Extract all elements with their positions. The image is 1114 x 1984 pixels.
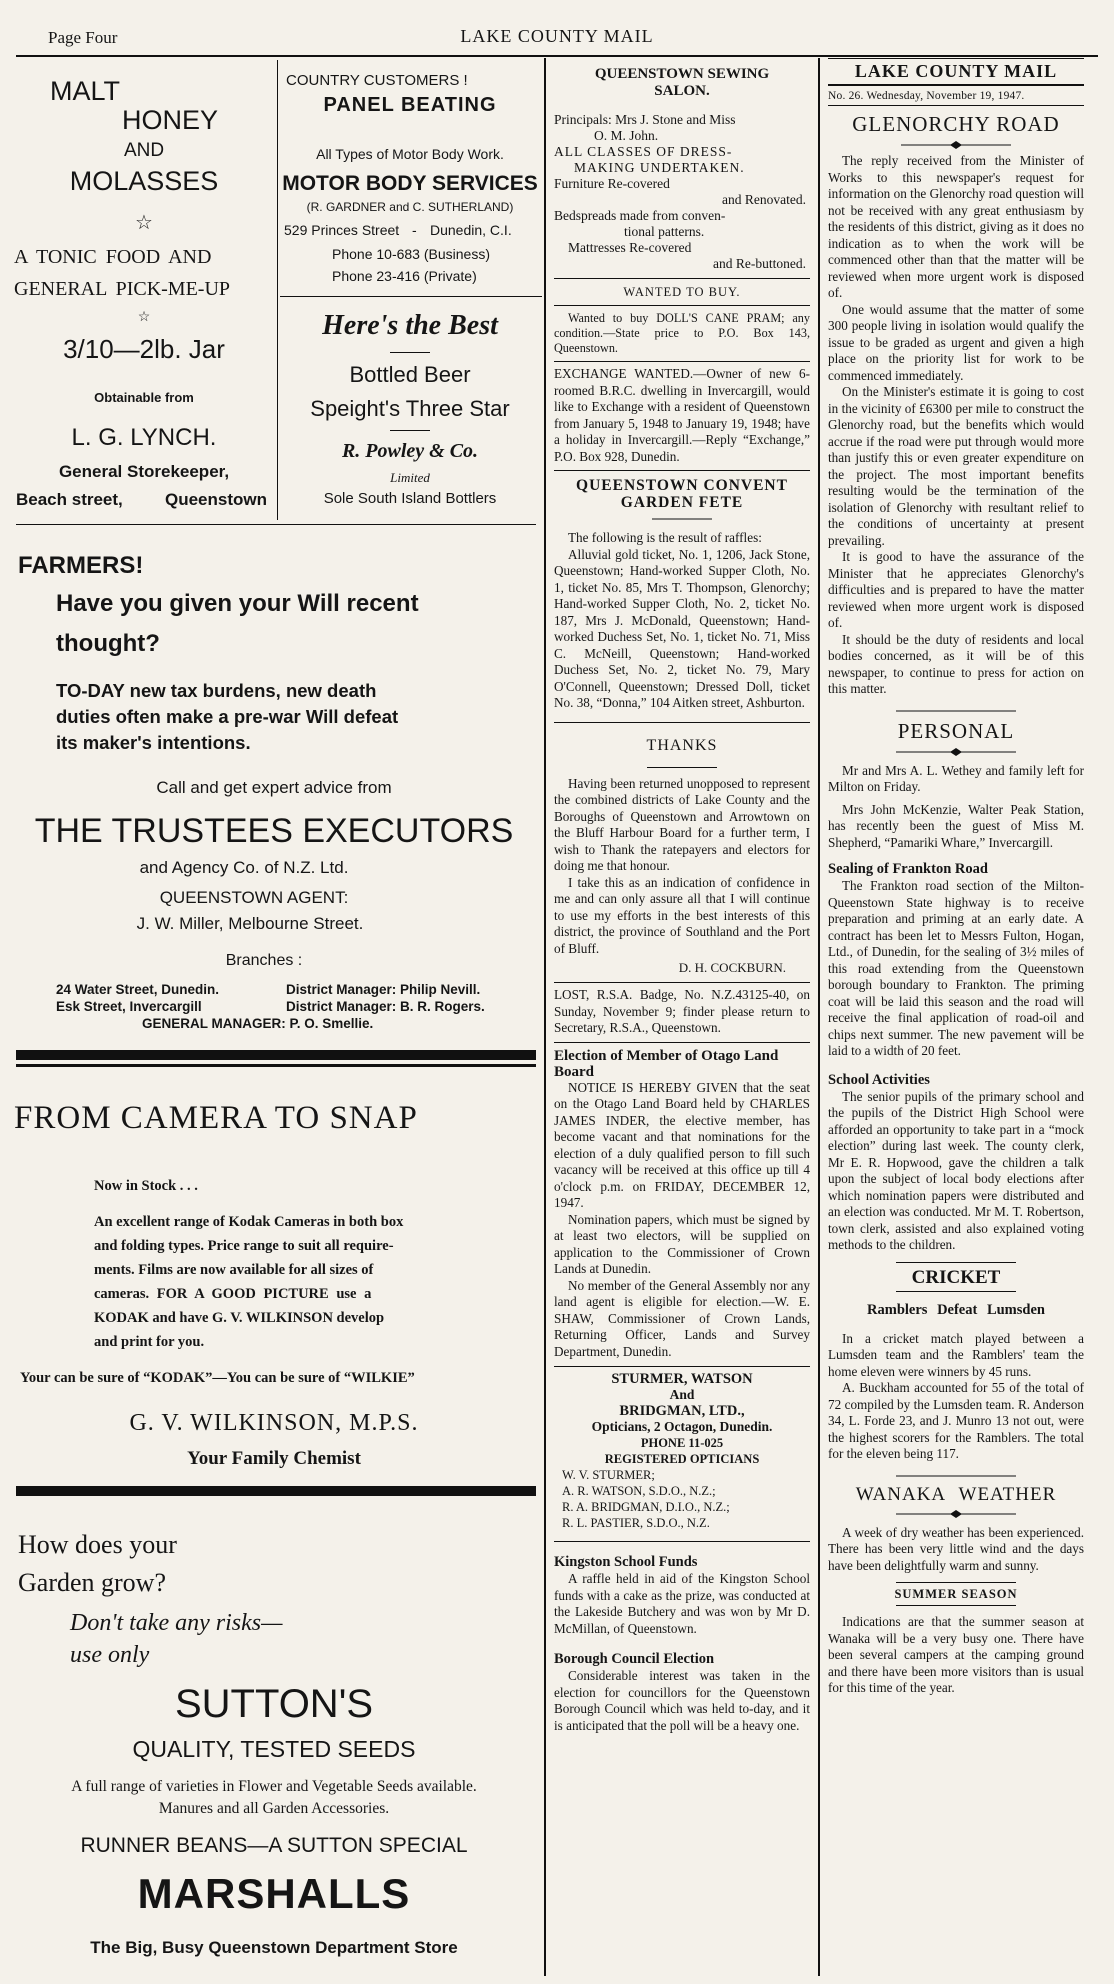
election-text-2: Nomination papers, which must be signed by at least two electors, will be supplied on application to the Commissioner of Crown Lands at Dunedin. <box>554 1211 810 1276</box>
panel-beating-title: PANEL BEATING <box>323 94 497 116</box>
suttons-name: SUTTON'S <box>174 1682 374 1726</box>
opticians-names <box>554 1467 810 1531</box>
ads-bottom-rule <box>16 524 536 525</box>
price-line: 3/10—2lb. Jar <box>63 334 225 364</box>
sewing-line: ALL CLASSES OF DRESS- <box>554 144 733 159</box>
tax-line-3: its maker's intentions. <box>56 732 251 753</box>
seller-addr-town: Queenstown <box>165 490 268 509</box>
kingston-text: A raffle held in aid of the Kingston School funds with a cake as the prize, was conducted at the Lakeside Butchery and was won by Mr D. McMillan, of Queenstown. <box>554 1571 810 1636</box>
family-chemist: Your Family Chemist <box>187 1448 361 1469</box>
page-number: Page Four <box>48 28 118 47</box>
opticians-line: Opticians, 2 Octagon, Dunedin. <box>591 1419 773 1434</box>
address-city: Dunedin, C.I. <box>430 222 512 238</box>
ornament-rule <box>896 706 1016 716</box>
obtain-line: Obtainable from <box>94 390 194 405</box>
phone-business: Phone 10-683 (Business) <box>332 246 490 262</box>
election-text-3: No member of the General Assembly nor any land agent is eligible for election.—W. E. SHAW, Commissioner of Crown Lands, Returning Officer, Lands and Survey Department, Dunedin. <box>554 1277 810 1359</box>
branch-invercargill: Esk Street, Invercargill <box>56 999 202 1014</box>
personal-p1: Mr and Mrs A. L. Wethey and family left for Milton on Friday. <box>828 762 1084 794</box>
optician-name: R. A. BRIDGMAN, D.I.O., N.Z.; <box>562 1500 730 1514</box>
thick-rule-1 <box>16 1050 536 1060</box>
trustees-name: THE TRUSTEES EXECUTORS <box>34 812 514 850</box>
opticians-ad <box>554 1371 810 1467</box>
manager-dunedin: District Manager: Philip Nevill. <box>286 982 481 997</box>
runner-beans-line: RUNNER BEANS—A SUTTON SPECIAL <box>80 1834 468 1857</box>
sutton-marshalls-ad <box>14 1530 538 1980</box>
branch-dunedin: 24 Water Street, Dunedin. <box>56 982 220 997</box>
agency-line: and Agency Co. of N.Z. Ltd. <box>139 858 349 877</box>
thanks-title: THANKS <box>646 736 718 754</box>
motor-work-line: All Types of Motor Body Work. <box>316 146 504 162</box>
marshalls-name: MARSHALLS <box>137 1870 411 1917</box>
glenorchy-p2: One would assume that the matter of some 300 people living in isolation would qualify the issue to be graded as urgent and given a high place on the priority list for work to be commenced immediately. <box>828 301 1084 383</box>
thanks-text-2: I take this as an indication of confidence in me and can only assure all that I will continue to use my efforts in the best interests of this district, the province of Southland and the Port of Bluff. <box>554 874 810 956</box>
now-in-stock: Now in Stock . . . <box>94 1178 198 1194</box>
lost-notice: LOST, R.S.A. Badge, No. N.Z.43125-40, on Sunday, November 9; finder please return to Secretary, R.S.A., Queenstown. <box>554 987 810 1035</box>
sole-bottlers: Sole South Island Bottlers <box>323 490 497 507</box>
sewing-line: and Re-buttoned. <box>713 256 806 271</box>
opticians-line: REGISTERED OPTICIANS <box>604 1452 760 1466</box>
exchange-text: EXCHANGE WANTED.—Owner of new 6-roomed B.R.C. dwelling in Invercargill, would like to Exchange with a resident of Queenstown from January 5, 1948 to January 19, 1948; have a holiday in Invercargill.—Reply “Exchange,” P.O. Box 928, Dunedin. <box>554 366 810 464</box>
branches-label: Branches : <box>225 952 303 969</box>
ornament-rule <box>652 514 712 524</box>
manager-invercargill: District Manager: B. R. Rogers. <box>286 999 485 1014</box>
cricket-title: CRICKET <box>911 1266 1001 1288</box>
column-3 <box>554 66 810 1978</box>
and-line: AND <box>123 140 165 161</box>
short-rule <box>390 352 430 353</box>
general-manager: GENERAL MANAGER: P. O. Smellie. <box>142 1016 374 1031</box>
heres-the-best: Here's the Best <box>322 310 498 341</box>
address-dash: - <box>412 222 417 238</box>
sewing-title-2: SALON. <box>654 83 710 99</box>
country-customers: COUNTRY CUSTOMERS ! <box>286 72 468 89</box>
short-rule-2 <box>390 430 430 431</box>
camera-text-1: An excellent range of Kodak Cameras in both box <box>94 1214 404 1230</box>
school-text: The senior pupils of the primary school and the pupils of the District High School were afforded an opportunity to take part in a “mock election” during last week. The county clerk, Mr E. R. Hopwood, gave the children a talk upon the subject of local body elections after which nomination papers were distributed and an election was conducted. Mr M. T. Robertson, town clerk, assisted and also explained voting methods to the children. <box>828 1088 1084 1252</box>
camera-text-6: and print for you. <box>94 1334 205 1350</box>
thanks-text-1: Having been returned unopposed to represent the combined districts of Lake County and the Boroughs of Queenstown and Arrowtown on the Bluff Harbour Board for a further term, I wish to Thank the ratepayers and electors for doing me that honour. <box>554 775 810 873</box>
optician-name: R. L. PASTIER, S.D.O., N.Z. <box>562 1516 710 1530</box>
optician-name: A. R. WATSON, S.D.O., N.Z.; <box>562 1484 716 1498</box>
sewing-line: and Renovated. <box>722 192 806 207</box>
varieties-line: A full range of varieties in Flower and Vegetable Seeds available. <box>71 1778 477 1795</box>
fete-results: Alluvial gold ticket, No. 1, 1206, Jack Stone, Queenstown; Hand-worked Supper Cloth, No. 1, ticket No. 85, Mrs T. Thompson, Glenorchy; Hand-worked Supper Cloth, No. 2, ticket No. 187, Mrs J. McDonald, Queenstown; Hand-worked Duchess Set, No. 1, ticket No. 71, Miss C. McNeill, Queenstown; Hand-worked Duchess Set, No. 2, ticket No. 79, Mary O'Connell, Queenstown; Dressed Doll, ticket No. 38, “Donna,” 104 Aitken street, Ashburton. <box>554 546 810 710</box>
header-rule <box>16 55 1098 57</box>
election-text-1: NOTICE IS HEREBY GIVEN that the seat on the Otago Land Board held by CHARLES JAMES INDER, the elective member, has become vacant and that nominations for the election of a duly qualified person to fill such vacancy will be received at this office up till 4 o'clock p.m. on FRIDAY, DECEMBER 12, 1947. <box>554 1079 810 1210</box>
sewing-line: Furniture Re-covered <box>554 176 670 191</box>
masthead: LAKE COUNTY MAIL <box>854 61 1058 81</box>
sewing-salon-body <box>554 112 810 272</box>
wanaka-text: A week of dry weather has been experienced. There has been very little wind and the days have been delightfully warm and sunny. <box>828 1524 1084 1573</box>
column-rule-2 <box>818 58 820 1976</box>
glenorchy-p4: It is good to have the assurance of the Minister that he appreciates Glenorchy's difficulties and is prepared to have the matter reviewed when more urgent work is disposed of. <box>828 549 1084 630</box>
thanks-signature: D. H. COCKBURN. <box>678 960 786 975</box>
column-rule-1 <box>544 58 546 1976</box>
star-icon: ☆ <box>135 212 153 234</box>
sewing-line: Bedspreads made from conven- <box>554 208 726 223</box>
panel-ad-rule <box>280 296 542 297</box>
agent-name: J. W. Miller, Melbourne Street. <box>136 914 364 933</box>
ornament-rule <box>901 140 1011 150</box>
summer-title: SUMMER SEASON <box>894 1587 1018 1601</box>
sewing-line: Mattresses Re-covered <box>568 240 692 255</box>
wanted-text: Wanted to buy DOLL'S CANE PRAM; any condition.—State price to P.O. Box 143, Queenstown. <box>554 311 810 355</box>
cricket-subtitle: Ramblers Defeat Lumsden <box>867 1301 1045 1318</box>
opticians-line: STURMER, WATSON <box>611 1371 753 1387</box>
wanted-title: WANTED TO BUY. <box>623 285 741 299</box>
malt-honey-ad <box>12 72 276 522</box>
opticians-line: BRIDGMAN, LTD., <box>619 1403 745 1419</box>
sewing-line: MAKING UNDERTAKEN. <box>574 160 745 175</box>
ornament-rule <box>896 1471 1016 1481</box>
speights-beer-ad <box>282 300 542 520</box>
seller-name: L. G. LYNCH. <box>71 424 217 451</box>
panel-beating-ad <box>282 72 542 317</box>
proprietors-line: (R. GARDNER and C. SUTHERLAND) <box>306 200 514 214</box>
sewing-line: tional patterns. <box>624 224 705 239</box>
column-rule-ads <box>277 60 278 520</box>
kodak-wilkie-slogan: Your can be sure of “KODAK”—You can be sure of “WILKIE” <box>20 1370 415 1386</box>
column-4 <box>828 58 1084 1978</box>
opticians-line: PHONE 11-025 <box>640 1436 724 1450</box>
optician-name: W. V. STURMER; <box>562 1468 655 1482</box>
sewing-line: Principals: Mrs J. Stone and Miss <box>554 112 736 127</box>
cricket-p1: In a cricket match played between a Lumsden team and the Ramblers' team the home eleven were winners by 45 runs. <box>828 1330 1084 1379</box>
agent-label: QUEENSTOWN AGENT: <box>159 888 349 907</box>
issue-line: No. 26. Wednesday, November 19, 1947. <box>828 90 1025 102</box>
wanaka-title: WANAKA WEATHER <box>855 1483 1057 1505</box>
use-only-line: use only <box>70 1642 150 1668</box>
fete-title-1: QUEENSTOWN CONVENT <box>576 477 788 494</box>
risks-line: Don't take any risks— <box>70 1610 283 1636</box>
fete-intro: The following is the result of raffles: <box>568 530 762 545</box>
malt-line: MALT <box>50 76 121 106</box>
glenorchy-title: GLENORCHY ROAD <box>852 112 1060 136</box>
star-icon-2: ☆ <box>137 308 151 324</box>
camera-text-2: and folding types. Price range to suit all require- <box>94 1238 394 1254</box>
molasses-line: MOLASSES <box>69 166 219 196</box>
address-street: 529 Princes Street <box>284 222 400 238</box>
manures-line: Manures and all Garden Accessories. <box>158 1800 390 1817</box>
sewing-line: O. M. John. <box>594 128 659 143</box>
will-question-2: thought? <box>56 630 160 657</box>
farmers-heading: FARMERS! <box>18 552 144 579</box>
thin-rule-1 <box>16 1064 536 1067</box>
summer-text: Indications are that the summer season at Wanaka will be a very busy one. There have been several campers at the camping ground and there have been more visitors than is usual for this time of the year. <box>828 1614 1084 1695</box>
wilkinson-name: G. V. WILKINSON, M.P.S. <box>129 1410 419 1436</box>
bottled-beer: Bottled Beer <box>349 362 471 387</box>
school-title: School Activities <box>828 1071 930 1088</box>
thick-rule-2 <box>16 1486 536 1496</box>
trustees-executors-ad <box>14 548 538 1046</box>
camera-text-5: KODAK and have G. V. WILKINSON develop <box>94 1310 385 1326</box>
borough-text: Considerable interest was taken in the election for councillors for the Queenstown Borough Council which was held to-day, and it is anticipated that the poll will be a heavy one. <box>554 1668 810 1733</box>
sewing-title-1: QUEENSTOWN SEWING <box>594 66 770 82</box>
will-question-1: Have you given your Will recent <box>56 590 419 617</box>
sealing-text: The Frankton road section of the Milton-Queenstown State highway is to receive preparation and priming at an early date. A contract has been let to Messrs Fulton, Hogan, Ltd., of Dunedin, for the sealing of 3½ miles of this road extending from the Queenstown borough boundary to Frankton. The priming coat will be laid this season and the road will receive the final application of road-oil and chips next summer. The new pavement will be laid to a width of 20 feet. <box>828 878 1084 1058</box>
expert-advice: Call and get expert advice from <box>156 778 392 797</box>
motor-body-services: MOTOR BODY SERVICES <box>282 172 538 195</box>
personal-title: PERSONAL <box>897 718 1015 743</box>
sealing-title: Sealing of Frankton Road <box>828 861 988 877</box>
convent-fete-title <box>554 477 810 511</box>
camera-headline: FROM CAMERA TO SNAP <box>14 1100 418 1136</box>
garden-line-1: How does your <box>18 1530 177 1559</box>
powley-co: R. Powley & Co. <box>341 440 479 462</box>
seller-addr-street: Beach street, <box>16 490 123 509</box>
camera-text-4: cameras. FOR A GOOD PICTURE use a <box>94 1286 372 1302</box>
tonic-line: A TONIC FOOD AND <box>14 246 212 268</box>
limited-line: Limited <box>390 470 430 485</box>
tested-seeds: QUALITY, TESTED SEEDS <box>132 1736 416 1762</box>
phone-private: Phone 23-416 (Private) <box>332 268 477 284</box>
glenorchy-p3: On the Minister's estimate it is going to cost in the vicinity of £6300 per mile to construct the Glenorchy road, but the benefits which would accrue if the road were put through would more than justify this or even greater expenditure on the project. The most important benefits resulting would be the termination of the isolation of Glenorchy with resultant relief to the conditions of uncertainty at present prevailing. <box>828 384 1084 548</box>
personal-p2: Mrs John McKenzie, Walter Peak Station, has recently been the guest of Miss M. Shepherd, “Pamariki Whare,” Invercargill. <box>828 801 1084 850</box>
camera-snap-ad <box>14 1100 538 1480</box>
borough-title: Borough Council Election <box>554 1651 715 1667</box>
election-title: Election of Member of Otago Land Board <box>554 1047 779 1080</box>
fete-title-2: GARDEN FETE <box>620 494 744 511</box>
kingston-title: Kingston School Funds <box>554 1554 698 1570</box>
camera-text-3: ments. Films are now available for all sizes of <box>94 1262 374 1278</box>
cricket-p2: A. Buckham accounted for 55 of the total of 72 compiled by the Lumsden team. R. Anderson 34, L. Forde 23, and J. Munro 13 not out, were the highest scorers for the Ramblers. The total for the eleven being 117. <box>828 1380 1084 1461</box>
sewing-salon-title <box>554 66 810 100</box>
paper-title: LAKE COUNTY MAIL <box>460 26 654 46</box>
glenorchy-p5: It should be the duty of residents and local bodies concerned, as it will be of this newspaper, to continue to press for action on this matter. <box>828 631 1084 696</box>
department-store-line: The Big, Busy Queenstown Department Store <box>90 1938 458 1957</box>
opticians-line: And <box>669 1387 695 1402</box>
ornament-rule <box>896 1509 1016 1519</box>
tax-line-1: TO-DAY new tax burdens, new death <box>56 680 377 701</box>
ornament-rule <box>896 747 1016 757</box>
three-star: Speight's Three Star <box>310 396 510 421</box>
seller-role: General Storekeeper, <box>58 462 230 481</box>
garden-line-2: Garden grow? <box>18 1568 166 1597</box>
pickmeup-line: GENERAL PICK-ME-UP <box>14 278 231 300</box>
tax-line-2: duties often make a pre-war Will defeat <box>56 706 399 727</box>
glenorchy-p1: The reply received from the Minister of Works to this newspaper's request for information on the Glenorchy road question will not be received with any great enthusiasm by the residents of this district, giving as it does no indication as to when the work will be commenced other than that the matter will be reviewed when more urgent work is disposed of. <box>828 153 1084 300</box>
honey-line: HONEY <box>122 105 219 135</box>
